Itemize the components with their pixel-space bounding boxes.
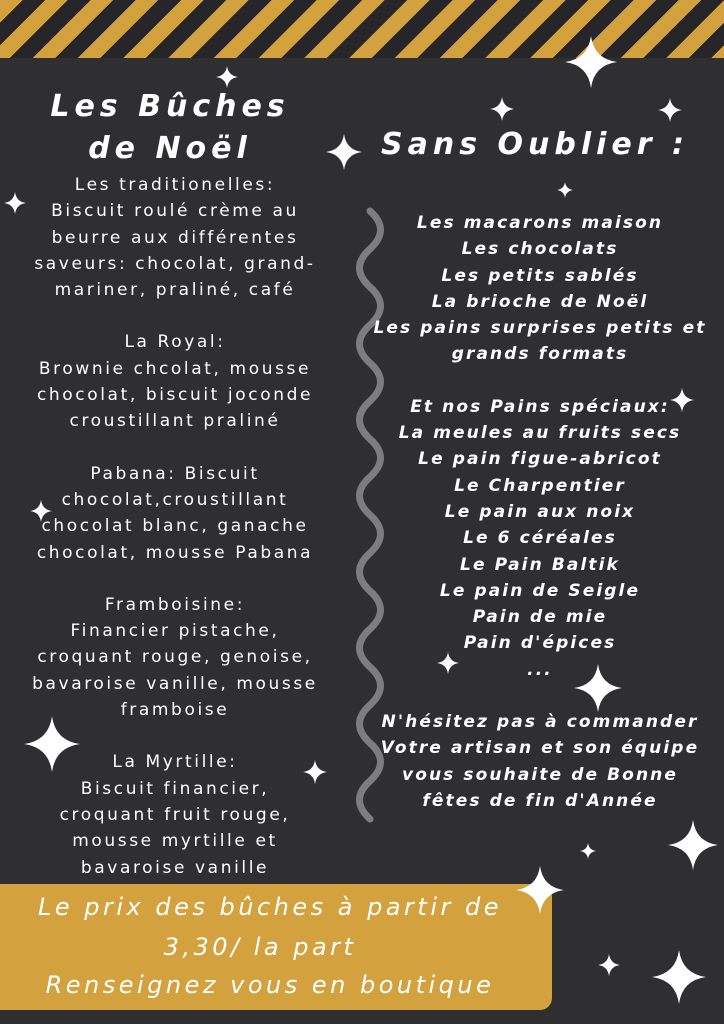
other-item [362, 394, 718, 683]
buche-item-heading: La Myrtille: [112, 752, 238, 773]
banner-line-3: Renseignez vous en boutique [45, 971, 495, 999]
buche-item-line: mousse myrtille et [72, 831, 278, 852]
other-item-line: Le Pain Baltik [460, 554, 620, 575]
buches-list [8, 172, 342, 907]
other-item-line: Le pain aux noix [444, 501, 636, 522]
buche-item-line: beurre aux différentes [51, 227, 299, 248]
buche-item [8, 172, 342, 303]
other-item-line: La brioche de Noël [431, 291, 649, 312]
banner-line-2: 3,30/ la part [163, 933, 357, 961]
other-item-line: Les pains surprises petits et [373, 318, 707, 339]
buche-item-heading: Les traditionelles: [74, 175, 276, 195]
others-list [362, 210, 718, 840]
buche-item-line: Biscuit roulé crème au [51, 201, 299, 222]
buche-item-line: chocolat,croustillant [61, 489, 289, 510]
sparkle-icon [4, 192, 26, 214]
buche-item [8, 461, 342, 566]
buche-item-line: chocolat, mousse Pabana [36, 542, 314, 563]
buche-item-line: croustillant praliné [69, 411, 281, 432]
sparkle-icon [490, 97, 514, 121]
buche-item-line: croquant rouge, genoise, [37, 647, 313, 668]
other-item-line: Le Charpentier [454, 475, 626, 496]
other-item-line: Les chocolats [461, 239, 619, 260]
sparkle-icon [516, 866, 564, 914]
other-item-line: La meules au fruits secs [398, 423, 682, 444]
sparkle-icon [565, 36, 617, 88]
other-item [362, 210, 718, 368]
buche-item [8, 592, 342, 723]
sparkle-icon [303, 760, 327, 784]
buche-item-line: chocolat, biscuit joconde [36, 385, 314, 406]
other-item-line: vous souhaite de Bonne [402, 764, 678, 785]
buche-item-heading: Pabana: Biscuit [90, 463, 260, 484]
other-item [362, 709, 718, 814]
other-item-line: Pain d'épices [463, 633, 617, 654]
banner-line-1: Le prix des bûches à partir de [38, 893, 502, 921]
other-item-line: Votre artisan et son équipe [380, 738, 700, 759]
sparkle-icon [557, 182, 573, 198]
other-item-heading: N'hésitez pas à commander [381, 712, 699, 733]
buche-item-line: mariner, praliné, café [54, 280, 296, 301]
buche-item-heading: La Royal: [124, 332, 226, 353]
other-item-heading: Les macarons maison [416, 213, 664, 233]
buche-item-line: saveurs: chocolat, grand- [34, 253, 316, 274]
sparkle-icon [668, 820, 718, 870]
sparkle-icon [30, 500, 52, 522]
buche-item-line: Biscuit financier, [80, 778, 270, 799]
buche-item-line: bavaroise vanille [80, 857, 270, 878]
other-item-line: fêtes de fin d'Année [422, 790, 658, 811]
other-item-line: ... [527, 659, 553, 680]
sparkle-icon [24, 716, 80, 772]
sparkle-icon [437, 652, 459, 674]
buche-item [8, 329, 342, 434]
sparkle-icon [658, 98, 682, 122]
buche-item-line: framboise [120, 700, 230, 721]
sparkle-icon [574, 664, 622, 712]
sparkle-icon [652, 950, 706, 1004]
buche-item-line: Financier pistache, [70, 621, 280, 642]
buche-item-line: Brownie chcolat, mousse [38, 358, 312, 379]
other-item-line: Le 6 céréales [463, 528, 617, 549]
sparkle-icon [216, 66, 238, 88]
sparkle-icon [670, 388, 694, 412]
buche-item-line: bavaroise vanille, mousse [32, 673, 318, 694]
sparkle-icon [326, 134, 362, 170]
buches-title: Les Bûches de Noël [50, 89, 290, 166]
other-item-line: Pain de mie [472, 607, 608, 628]
other-item-line: Le pain de Seigle [439, 580, 641, 601]
buche-item-line: croquant fruit rouge, [59, 804, 291, 825]
sans-oublier-title: Sans Oublier : [381, 127, 689, 162]
other-item-heading: Et nos Pains spéciaux: [410, 396, 670, 417]
buche-item-heading: Framboisine: [104, 594, 246, 615]
sparkle-icon [580, 843, 596, 859]
other-item-line: grands formats [451, 344, 629, 365]
sparkle-icon [598, 954, 620, 976]
other-item-line: Le pain figue-abricot [418, 449, 662, 470]
buche-item-line: chocolat blanc, ganache [41, 516, 309, 537]
other-item-line: Les petits sablés [441, 265, 639, 286]
